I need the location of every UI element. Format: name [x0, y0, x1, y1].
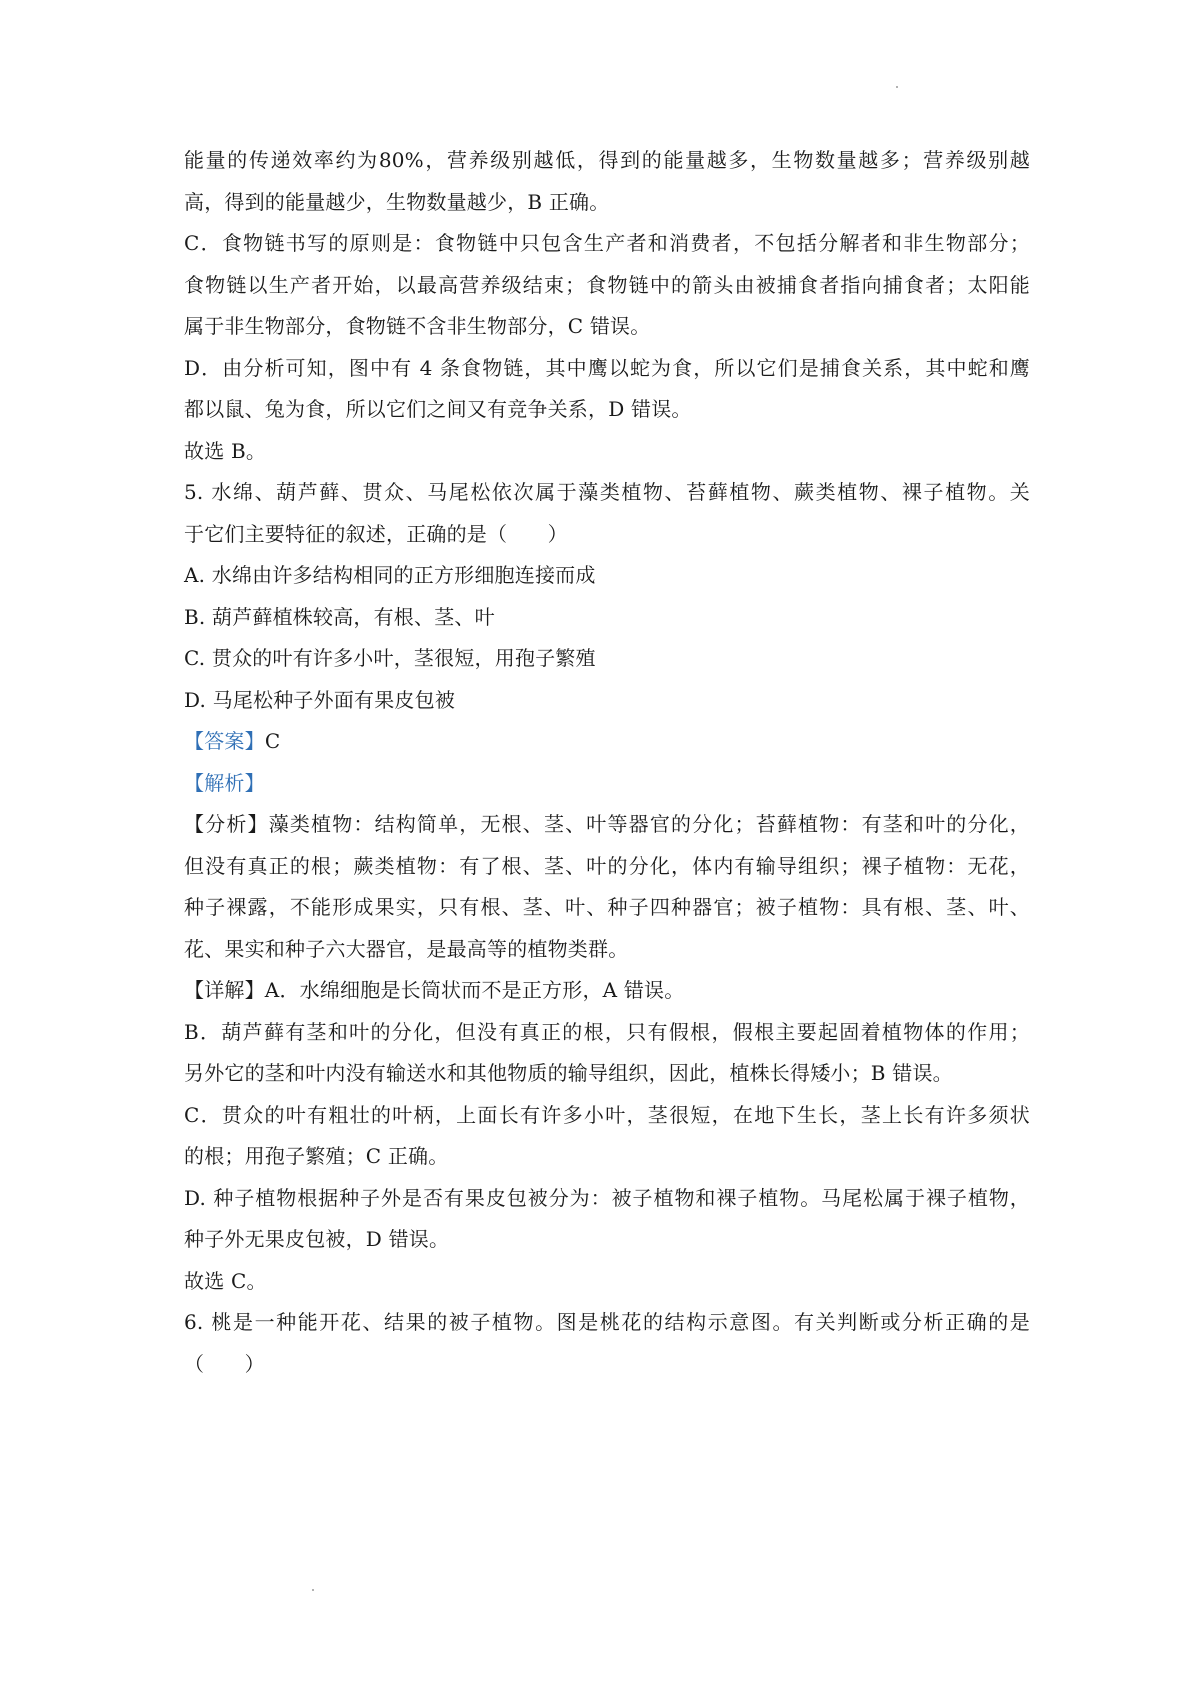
- text-line: 能量的传递效率约为80%，营养级别越低，得到的能量越多，生物数量越多；营养级别越: [184, 148, 1030, 172]
- conclusion-line: 故选 B。: [184, 438, 267, 463]
- document-body: [184, 140, 1030, 1385]
- text-line: D. 种子植物根据种子外是否有果皮包被分为：被子植物和裸子植物。马尾松属于裸子植物，: [184, 1185, 1030, 1210]
- option-a: A. 水绵由许多结构相同的正方形细胞连接而成: [184, 563, 596, 587]
- text-line: 花、果实和种子六大器官，是最高等的植物类群。: [184, 936, 629, 961]
- text-line: 的根；用孢子繁殖；C 正确。: [184, 1144, 449, 1168]
- text-line: 种子外无果皮包被，D 错误。: [184, 1227, 450, 1251]
- option-c: C. 贯众的叶有许多小叶，茎很短，用孢子繁殖: [184, 646, 596, 670]
- question-stem: 于它们主要特征的叙述，正确的是（ ）: [184, 521, 568, 546]
- text-line: 种子裸露，不能形成果实，只有根、茎、叶、种子四种器官；被子植物：具有根、茎、叶、: [184, 895, 1030, 919]
- conclusion-line: 故选 C。: [184, 1268, 267, 1293]
- answer-line: [184, 721, 1030, 763]
- text-line: 属于非生物部分，食物链不含非生物部分，C 错误。: [184, 314, 651, 338]
- text-line: C．食物链书写的原则是：食物链中只包含生产者和消费者，不包括分解者和非生物部分；: [184, 231, 1030, 255]
- text-line: 都以鼠、兔为食，所以它们之间又有竞争关系，D 错误。: [184, 397, 692, 421]
- question-stem: （ ）: [184, 1351, 265, 1376]
- text-line: 【详解】A．水绵细胞是长筒状而不是正方形，A 错误。: [184, 978, 685, 1002]
- answer-value: C: [264, 729, 281, 753]
- question-stem: 6. 桃是一种能开花、结果的被子植物。图是桃花的结构示意图。有关判断或分析正确的是: [184, 1310, 1030, 1334]
- text-line: D．由分析可知，图中有 4 条食物链，其中鹰以蛇为食，所以它们是捕食关系，其中蛇和鹰: [184, 355, 1030, 380]
- corner-mark-top: [896, 86, 898, 88]
- corner-mark-bottom: [312, 1589, 314, 1591]
- text-line: C．贯众的叶有粗壮的叶柄，上面长有许多小叶，茎很短，在地下生长，茎上长有许多须状: [184, 1102, 1030, 1127]
- question-stem: 5. 水绵、葫芦藓、贯众、马尾松依次属于藻类植物、苔藓植物、蕨类植物、裸子植物。关: [184, 480, 1030, 504]
- option-b: B. 葫芦藓植株较高，有根、茎、叶: [184, 604, 495, 629]
- text-line: 食物链以生产者开始，以最高营养级结束；食物链中的箭头由被捕食者指向捕食者；太阳能: [184, 272, 1030, 297]
- analysis-heading: [184, 763, 1030, 805]
- text-line: 高，得到的能量越少，生物数量越少，B 正确。: [184, 189, 610, 214]
- answer-label: 【答案】: [184, 729, 265, 753]
- text-line: 另外它的茎和叶内没有输送水和其他物质的输导组织，因此，植株长得矮小；B 错误。: [184, 1061, 953, 1085]
- text-line: 但没有真正的根；蕨类植物：有了根、茎、叶的分化，体内有输导组织；裸子植物：无花，: [184, 853, 1030, 878]
- text-line: 【分析】藻类植物：结构简单，无根、茎、叶等器官的分化；苔藓植物：有茎和叶的分化，: [184, 812, 1030, 836]
- analysis-label: 【解析】: [184, 770, 265, 795]
- option-d: D. 马尾松种子外面有果皮包被: [184, 687, 456, 712]
- text-line: B．葫芦藓有茎和叶的分化，但没有真正的根，只有假根，假根主要起固着植物体的作用；: [184, 1019, 1030, 1044]
